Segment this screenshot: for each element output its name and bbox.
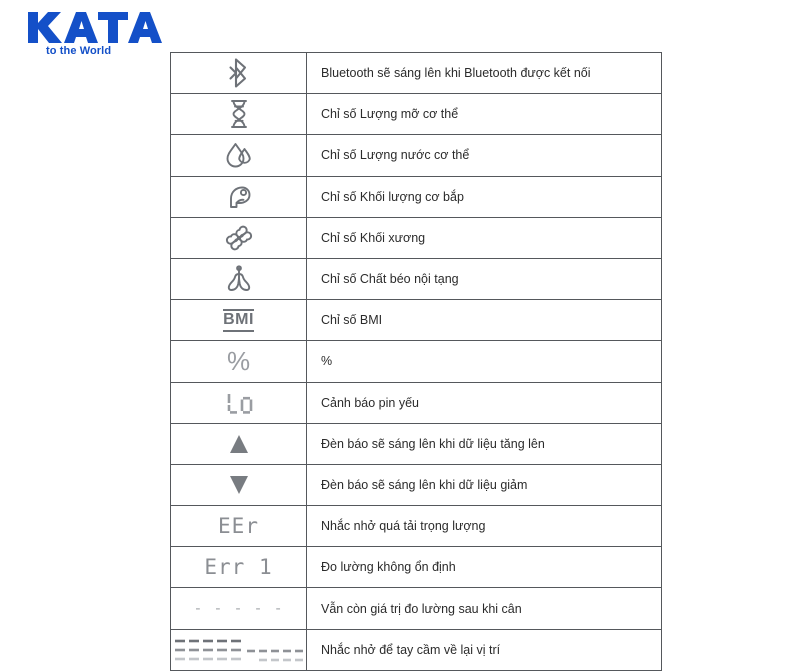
indicator-legend-table [170, 52, 662, 671]
row-description: Vẫn còn giá trị đo lường sau khi cân [307, 588, 662, 629]
table-row [171, 217, 662, 258]
table-row [171, 258, 662, 299]
bone-icon [171, 218, 306, 258]
table-row [171, 176, 662, 217]
water-drops-icon [171, 135, 306, 175]
icon-cell [171, 341, 307, 382]
row-description: Đèn báo sẽ sáng lên khi dữ liệu tăng lên [307, 423, 662, 464]
kata-tagline: to the World [46, 45, 112, 57]
dashes-stack-icon [171, 630, 306, 670]
dashes-icon [171, 589, 306, 629]
icon-cell [171, 506, 307, 547]
table-row [171, 423, 662, 464]
row-description: Chỉ số Khối xương [307, 217, 662, 258]
err1-glyph: Err 1 [204, 554, 273, 579]
row-description: Chỉ số Khối lượng cơ bắp [307, 176, 662, 217]
triangle-down-icon [171, 465, 306, 505]
dna-helix-icon [171, 94, 306, 134]
icon-cell [171, 135, 307, 176]
table-row [171, 300, 662, 341]
icon-cell [171, 464, 307, 505]
error-err1-icon [171, 547, 306, 587]
table-row [171, 382, 662, 423]
row-description: Chỉ số Chất béo nội tạng [307, 258, 662, 299]
kata-wordmark [28, 12, 188, 43]
icon-cell [171, 588, 307, 629]
table-row [171, 341, 662, 382]
row-description: Chỉ số Lượng nước cơ thể [307, 135, 662, 176]
table-row [171, 629, 662, 670]
legend-table-body [171, 53, 662, 671]
row-description: Nhắc nhở quá tải trọng lượng [307, 506, 662, 547]
icon-cell [171, 258, 307, 299]
row-description: % [307, 341, 662, 382]
lungs-icon [171, 259, 306, 299]
icon-cell [171, 547, 307, 588]
table-row [171, 53, 662, 94]
row-description: Chỉ số Lượng mỡ cơ thể [307, 94, 662, 135]
row-description: Đèn báo sẽ sáng lên khi dữ liệu giảm [307, 464, 662, 505]
eer-glyph: EEr [218, 513, 259, 538]
table-row [171, 135, 662, 176]
icon-cell [171, 423, 307, 464]
icon-cell [171, 53, 307, 94]
kata-logo [28, 12, 188, 57]
icon-cell [171, 176, 307, 217]
table-row [171, 464, 662, 505]
bmi-label-icon [171, 300, 306, 340]
bmi-text: BMI [223, 310, 254, 328]
percent-glyph: % [226, 345, 251, 376]
icon-cell [171, 629, 307, 670]
flexed-bicep-icon [171, 177, 306, 217]
icon-cell [171, 217, 307, 258]
error-eer-icon [171, 506, 306, 546]
row-description: Nhắc nhở để tay cầm về lại vị trí [307, 629, 662, 670]
table-row [171, 94, 662, 135]
row-description: Chỉ số BMI [307, 300, 662, 341]
icon-cell [171, 94, 307, 135]
icon-cell [171, 300, 307, 341]
triangle-up-icon [171, 424, 306, 464]
row-description: Đo lường không ổn định [307, 547, 662, 588]
low-battery-lo-icon [171, 383, 306, 423]
table-row [171, 506, 662, 547]
table-row [171, 588, 662, 629]
row-description: Bluetooth sẽ sáng lên khi Bluetooth được kết nối [307, 53, 662, 94]
icon-cell [171, 382, 307, 423]
dashes-glyph: - - - - - [193, 599, 284, 618]
bluetooth-icon [171, 53, 306, 93]
table-row [171, 547, 662, 588]
percent-icon [171, 341, 306, 381]
row-description: Cảnh báo pin yếu [307, 382, 662, 423]
